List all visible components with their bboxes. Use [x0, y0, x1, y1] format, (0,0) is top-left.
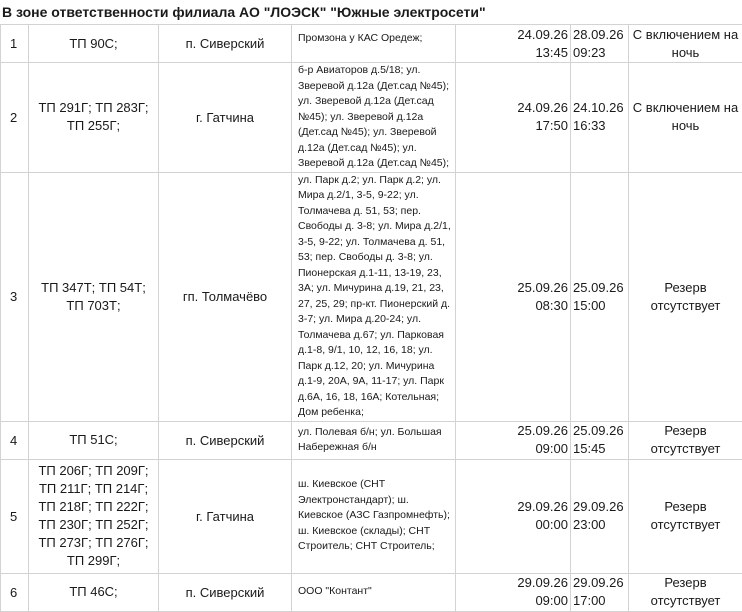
end-date: 29.09.26 [573, 499, 624, 514]
note-cell: Резерв отсутствует [629, 459, 742, 573]
table-row [1, 573, 742, 611]
note-cell: Резерв отсутствует [629, 421, 742, 459]
start-date: 29.09.26 [517, 499, 568, 514]
table-row [1, 421, 742, 459]
start-cell [456, 421, 571, 459]
end-date: 25.09.26 [573, 280, 624, 295]
location-cell: п. Сиверский [159, 25, 292, 63]
start-date: 29.09.26 [517, 575, 568, 590]
tp-cell: ТП 90С; [29, 25, 159, 63]
end-date: 25.09.26 [573, 423, 624, 438]
end-time: 23:00 [573, 517, 606, 532]
start-cell [456, 573, 571, 611]
tp-cell: ТП 51С; [29, 421, 159, 459]
table-row [1, 25, 742, 63]
row-number: 1 [1, 25, 29, 63]
address-cell: Промзона у КАС Оредеж; [292, 25, 456, 63]
end-date: 28.09.26 [573, 27, 624, 42]
address-cell: б-р Авиаторов д.5/18; ул. Зверевой д.12а (Дет.сад №45); ул. Зверевой д.12а (Дет.сад №45); ул. Зверевой д.12а (Дет.сад №45); ул. Зверевой д.12а (Дет.сад №45); ул. Зверевой д.12а (Дет.сад №45); [292, 63, 456, 173]
tp-cell: ТП 46С; [29, 573, 159, 611]
start-date: 24.09.26 [517, 27, 568, 42]
end-cell [571, 421, 629, 459]
end-time: 15:45 [573, 441, 606, 456]
start-cell [456, 172, 571, 421]
end-date: 24.10.26 [573, 100, 624, 115]
end-cell [571, 63, 629, 173]
end-date: 29.09.26 [573, 575, 624, 590]
note-cell: С включением на ночь [629, 63, 742, 173]
row-number: 6 [1, 573, 29, 611]
start-date: 25.09.26 [517, 280, 568, 295]
start-cell [456, 25, 571, 63]
row-number: 5 [1, 459, 29, 573]
address-cell: ул. Полевая б/н; ул. Большая Набережная б/н [292, 421, 456, 459]
table-row [1, 63, 742, 173]
end-cell [571, 459, 629, 573]
tp-cell: ТП 291Г; ТП 283Г; ТП 255Г; [29, 63, 159, 173]
table-row [1, 459, 742, 573]
row-number: 3 [1, 172, 29, 421]
start-time: 00:00 [535, 517, 568, 532]
start-cell [456, 63, 571, 173]
page-title: В зоне ответственности филиала АО "ЛОЭСК" "Южные электросети" [0, 0, 742, 24]
start-date: 24.09.26 [517, 100, 568, 115]
start-date: 25.09.26 [517, 423, 568, 438]
address-cell: ООО "Контант" [292, 573, 456, 611]
table-row [1, 172, 742, 421]
outage-table [0, 24, 742, 612]
location-cell: п. Сиверский [159, 421, 292, 459]
row-number: 4 [1, 421, 29, 459]
end-time: 09:23 [573, 45, 606, 60]
start-cell [456, 459, 571, 573]
start-time: 09:00 [535, 593, 568, 608]
tp-cell: ТП 206Г; ТП 209Г; ТП 211Г; ТП 214Г; ТП 218Г; ТП 222Г; ТП 230Г; ТП 252Г; ТП 273Г; ТП 276Г; ТП 299Г; [29, 459, 159, 573]
note-cell: Резерв отсутствует [629, 172, 742, 421]
start-time: 17:50 [535, 118, 568, 133]
end-cell [571, 172, 629, 421]
note-cell: С включением на ночь [629, 25, 742, 63]
end-time: 15:00 [573, 298, 606, 313]
row-number: 2 [1, 63, 29, 173]
tp-cell: ТП 347Т; ТП 54Т; ТП 703Т; [29, 172, 159, 421]
address-cell: ул. Парк д.2; ул. Парк д.2; ул. Мира д.2/1, 3-5, 9-22; ул. Толмачева д. 51, 53; пер. Свободы д. 3-8; ул. Мира д.2/1, 3-5, 9-22; ул. Толмачева д. 51, 53; пер. Свободы д. 3-8; ул. Пионерская д.1-11, 13-19, 23, 3А; ул. Мичурина д.19, 21, 23, 27, 25, 29; пр-кт. Пионерский д. 3-7; ул. Мира д.20-24; ул. Толмачева д.67; ул. Парковая д.1-8, 9/1, 10, 12, 16, 18; ул. Парк д.12, 20; ул. Мичурина д.1-9, 20А, 9А, 11-17; ул. Парк д.6А, 16, 18, 16А; Котельная; Дом ребенка; [292, 172, 456, 421]
end-time: 16:33 [573, 118, 606, 133]
note-cell: Резерв отсутствует [629, 573, 742, 611]
start-time: 08:30 [535, 298, 568, 313]
location-cell: гп. Толмачёво [159, 172, 292, 421]
start-time: 09:00 [535, 441, 568, 456]
start-time: 13:45 [535, 45, 568, 60]
end-time: 17:00 [573, 593, 606, 608]
end-cell [571, 25, 629, 63]
address-cell: ш. Киевское (СНТ Электронстандарт); ш. Киевское (АЗС Газпромнефть); ш. Киевское (склады); СНТ Строитель; СНТ Строитель; [292, 459, 456, 573]
end-cell [571, 573, 629, 611]
location-cell: г. Гатчина [159, 459, 292, 573]
location-cell: п. Сиверский [159, 573, 292, 611]
location-cell: г. Гатчина [159, 63, 292, 173]
